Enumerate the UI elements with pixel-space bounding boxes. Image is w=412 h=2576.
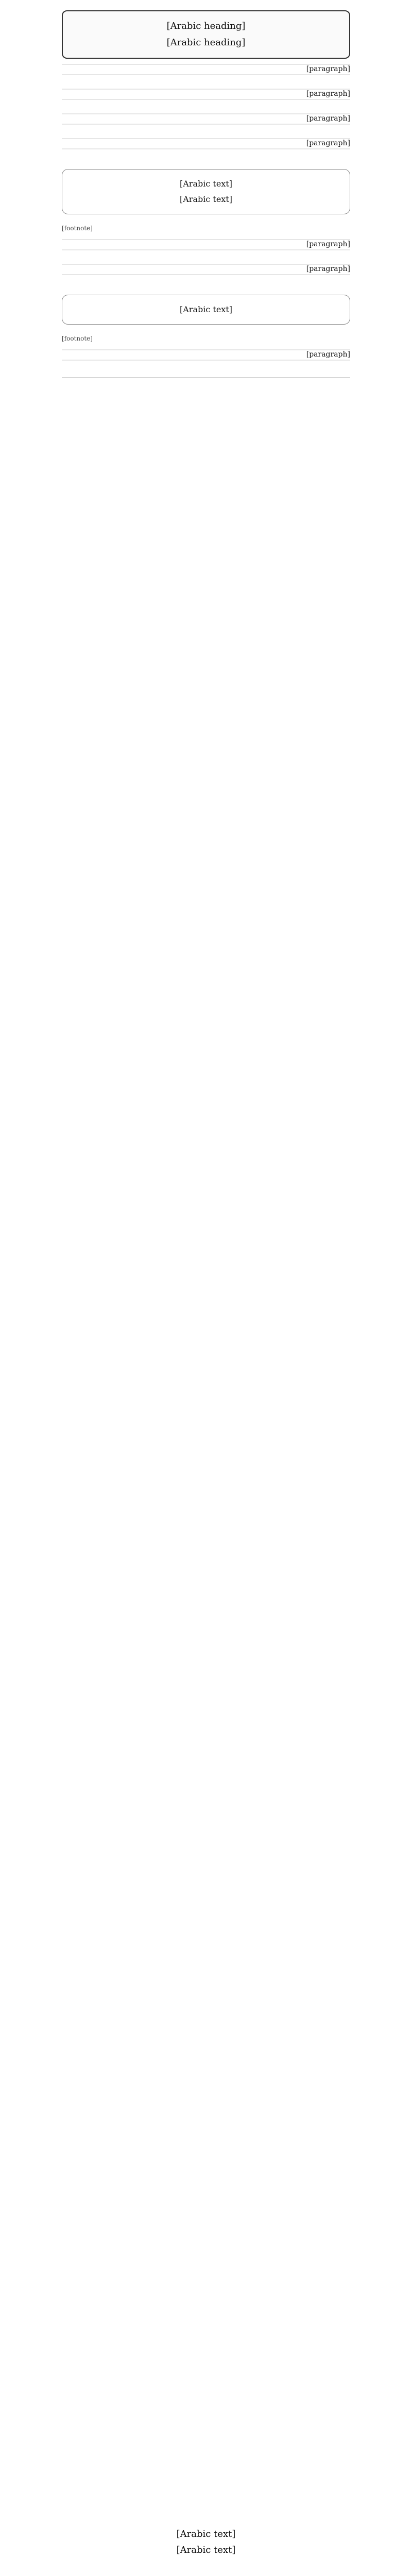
footer-line-1: [Arabic text] [176,2529,236,2539]
paragraph-1: [paragraph] [62,64,350,84]
text-block-1 [62,64,350,159]
header-line-2: [Arabic heading] [166,37,246,48]
paragraph-6: [paragraph] [62,264,350,284]
text-block-2 [62,239,350,284]
quran-line-1: [Arabic text] [180,179,232,189]
quran-line-3: [Arabic text] [180,304,232,314]
footnote-1: [footnote] [62,225,93,232]
quran-block-1 [62,169,350,214]
paragraph-4: [paragraph] [62,138,350,159]
paragraph-7: [paragraph] [62,349,350,370]
footer [0,2529,412,2555]
footnote-2: [footnote] [62,335,93,342]
separator [62,377,350,378]
paragraph-5: [paragraph] [62,239,350,260]
text-block-3 [62,349,350,370]
header-ornate-box [62,10,350,59]
quran-block-2 [62,295,350,325]
header-line-1: [Arabic heading] [166,21,246,31]
quran-line-2: [Arabic text] [180,194,232,204]
footer-line-2: [Arabic text] [176,2545,236,2555]
paragraph-3: [paragraph] [62,113,350,134]
paragraph-2: [paragraph] [62,89,350,109]
